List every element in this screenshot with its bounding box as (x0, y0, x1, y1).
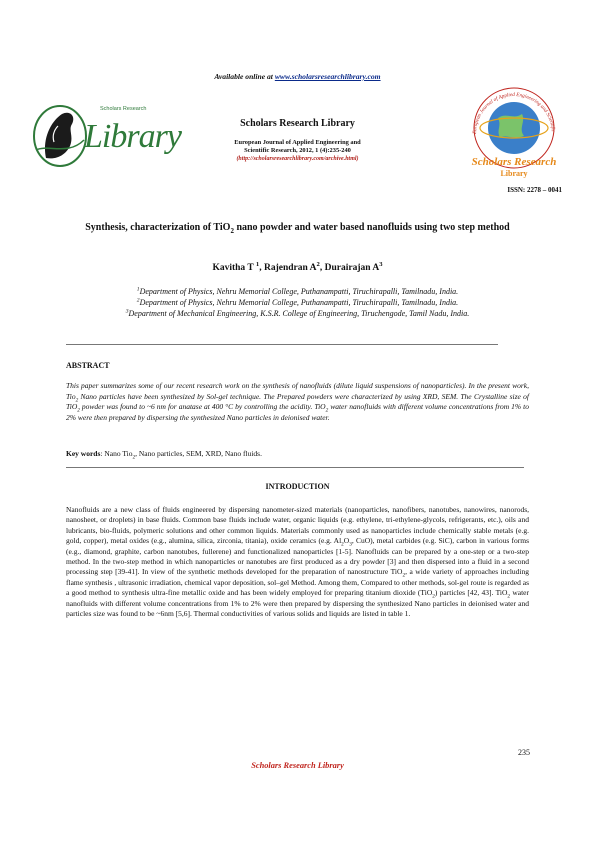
issn-number: ISSN: 2278 – 0041 (507, 186, 562, 194)
journal-logo-right (464, 84, 564, 184)
paper-title: Synthesis, characterization of TiO$_2$ nano powder and water based nanofluids using two step method (85, 222, 510, 235)
availability-line: Available online at www.scholarsresearchlibrary.com (214, 72, 381, 81)
introduction-heading: INTRODUCTION (265, 482, 330, 491)
divider-top (66, 344, 498, 345)
publisher-logo-left (28, 96, 181, 176)
logo-right-subword: Library (500, 169, 528, 178)
journal-header (190, 118, 405, 163)
affiliations (70, 286, 525, 319)
affiliation-1: $^1$Department of Physics, Nehru Memorial College, Puthanampatti, Tiruchirapalli, Tamilnadu, India. (136, 286, 459, 296)
divider-bottom (66, 467, 524, 468)
publisher-name: Scholars Research Library (240, 118, 355, 129)
author-list: Kavitha T $^1$, Rajendran $A^2$, Durairajan $A^3$ (212, 260, 383, 273)
introduction-body: Nanofluids are a new class of fluids engineered by dispersing nanometer-sized materials (nanoparticles, nanofibers, nanotubes, nanowires, nanorods, nanosheet, or droplets) in base fluids. Common base fluids include water, organic liquids (e.g. ethylene, tri-ethylene-glycols, refrigerants, etc.), oils and lubricants, bio-fluids, polymeric solutions and other common liquids. Materials commonly used as nanoparticles include chemically stable metals (e.g. gold, copper), metal oxides (e.g., alumina, silica, zirconia, titania), oxide ceramics (e.g. $Al_2O_3$, CuO), metal carbides (e.g. SiC), carbon in various forms (e.g., diamond, graphite, carbon nanotubes, fullerene) and functionalized nanoparticles [1-5]. Nanofluids can be prepared by a one-step or a two-step method. In the two-step method in which nanoparticles or nanotubes are first produced as a dry powder [3] and then dispersed into a fluid in a second processing step [39-41]. In view of the synthetic methods developed for the preparation of nanostructure TiO$_2$, a wide variety of approaches including flame synthesis , ultrasonic irradiation, chemical vapor deposition, sol–gel Method. Among them, Compared to other methods, sol-gel route is regarded as a good method to synthesis ultra-fine metallic oxide and has been widely employed for preparing titanium dioxide (TiO$_2$) particles [42, 43]. TiO$_2$ water nanofluids with different volume concentrations from 1% to 2% were then prepared by dispersing the synthesized Nano particles in deionised water and particles size was found to be ~6nm [5,6]. Thermal conductivities of various solids and liquids are listed in table 1. (66, 505, 529, 619)
journal-site-link[interactable]: www.scholarsresearchlibrary.com (274, 72, 381, 81)
keywords-line: Key words: Nano Tio$_2$, Nano particles, SEM, XRD, Nano fluids. (66, 449, 262, 461)
logo-left-caption: Scholars Research (100, 106, 147, 112)
journal-citation: European Journal of Applied Engineering and Scientific Research, 2012, 1 (4):235-240 (http://scholarsresearchlibrary.com/archive.html) (190, 139, 405, 163)
affiliation-2: $^2$Department of Physics, Nehru Memorial College, Puthanampatti, Tiruchirapalli, Tamilnadu, India. (136, 297, 459, 307)
logo-ring-text: European Journal of Applied Engineering and Scientific (471, 91, 556, 135)
footer-publisher: Scholars Research Library (251, 761, 344, 770)
journal-archive-link[interactable]: (http://scholarsresearchlibrary.com/archive.html) (236, 156, 359, 162)
abstract-heading: ABSTRACT (66, 361, 110, 370)
logo-right-wordmark: Scholars Research (471, 156, 557, 168)
page-number: 235 (518, 748, 530, 757)
abstract-body: This paper summarizes some of our recent research work on the synthesis of nanofluids (dilute liquid suspensions of nanoparticles). In the present work, Tio$_2$ Nano particles have been synthesized by Sol-gel technique. The Prepared powders were characterized by using XRD, SEM. The Crystalline size of TiO$_2$ powder was found to ~6 nm for anatase at 400 °C by controlling the acidity. TiO$_2$ water nanofluids with different volume concentrations from 1% to 2% were then prepared by dispersing the synthesized Nano particles in deionised water. (66, 381, 530, 422)
affiliation-3: $^3$Department of Mechanical Engineering, K.S.R. College of Engineering, Tiruchengode, Tamil Nadu, India. (125, 308, 470, 318)
logo-left-wordmark: Library (84, 118, 181, 155)
